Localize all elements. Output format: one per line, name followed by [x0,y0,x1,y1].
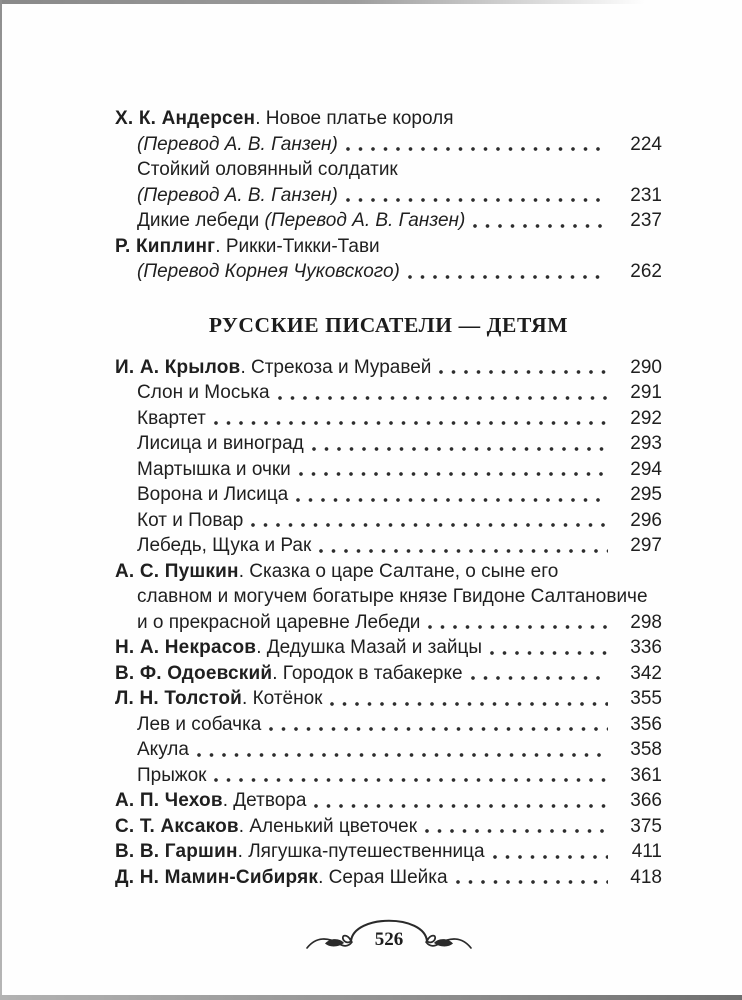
toc-row [115,482,662,508]
toc-row [115,183,662,209]
dot-leader [346,198,608,202]
dot-leader [471,676,608,680]
row-segment: . Серая Шейка [318,866,448,888]
page-number: 237 [630,210,662,231]
row-text [137,380,270,406]
row-text [137,737,189,763]
toc-row [115,686,662,712]
row-segment: Акула [137,739,189,760]
row-text [137,132,338,158]
row-text [137,157,398,183]
row-segment: Кот и Повар [137,509,244,531]
page-number: 358 [630,739,662,760]
toc-row [115,737,662,763]
dot-leader [319,549,608,553]
row-text [115,865,448,891]
row-segment: Лев и собачка [137,713,262,735]
row-segment: Р. Киплинг [115,235,216,257]
page-number: 291 [630,382,662,403]
dot-leader [428,625,608,629]
flourish-ornament-icon [304,902,474,956]
row-text [115,661,463,687]
toc-section-russian [115,355,662,891]
row-text [137,457,291,483]
row-segment: Л. Н. Толстой [115,688,243,709]
page-number: 297 [630,535,662,556]
page-number: 366 [630,790,662,811]
row-text [137,763,206,789]
toc-row [115,234,662,260]
row-segment: Д. Н. Мамин-Сибиряк [115,866,319,888]
dot-leader [330,702,608,706]
dot-leader [214,778,608,782]
page-edge-bottom [0,995,742,1000]
page-number: 356 [630,713,662,735]
row-segment: . Стрекоза и Муравей [240,356,432,378]
page-number: 292 [630,407,662,429]
toc-row [115,865,662,891]
toc-row [115,106,662,132]
toc-row [115,788,662,814]
toc-row [115,712,662,738]
dot-leader [314,804,608,808]
page-number: 262 [630,261,662,282]
dot-leader [296,498,608,502]
row-segment: . Новое платье короля [255,108,454,129]
toc-row [115,132,662,158]
row-text [137,610,420,636]
row-text [137,533,311,559]
row-segment: и о прекрасной царевне Лебеди [137,611,421,633]
footer-page-number: 526 [374,929,403,950]
toc-row [115,661,662,687]
row-segment: Дикие лебеди [137,210,265,231]
row-text [137,259,400,285]
row-text [137,584,648,610]
row-segment: . Лягушка-путешественница [237,841,485,862]
row-text [137,508,243,534]
page-number: 355 [630,688,662,709]
toc-row [115,259,662,285]
row-segment: Лебедь, Щука и Рак [137,535,312,556]
toc-row [115,763,662,789]
dot-leader [197,753,608,757]
toc-section-foreign [115,106,662,285]
row-text [115,635,482,661]
row-segment: Лисица и виноград [137,433,304,454]
toc-row [115,508,662,534]
toc-row [115,533,662,559]
row-segment: Х. К. Андерсен [115,108,256,129]
table-of-contents [115,106,662,956]
page-edge-top [0,0,645,4]
row-text [137,406,206,432]
row-segment: . Котёнок [242,688,323,709]
row-segment: . Сказка о царе Салтане, о сыне его [238,560,559,582]
page-number: 296 [630,509,662,531]
dot-leader [251,523,608,527]
dot-leader [408,275,608,279]
page-number: 290 [630,356,662,378]
row-segment: . Аленький цветочек [238,815,418,837]
toc-row [115,635,662,661]
row-segment: Ворона и Лисица [137,484,289,505]
row-segment: С. Т. Аксаков [115,815,239,837]
footer-ornament [115,902,662,956]
dot-leader [473,224,608,228]
toc-row [115,406,662,432]
page-number: 294 [630,458,662,480]
row-text [115,839,485,865]
row-segment: Мартышка и очки [137,458,291,480]
dot-leader [439,370,608,374]
row-segment: Прыжок [137,764,207,786]
row-text [137,183,338,209]
row-text [137,431,304,457]
page-number: 361 [630,764,662,786]
dot-leader [312,447,608,451]
toc-row [115,355,662,381]
row-segment: А. С. Пушкин [115,560,239,582]
row-segment: В. Ф. Одоевский [115,662,273,684]
row-segment: . Городок в табакерке [272,662,463,684]
row-segment: Слон и Моська [137,382,270,403]
row-text [137,208,465,234]
section-heading: РУССКИЕ ПИСАТЕЛИ — ДЕТЯМ [208,312,569,337]
dot-leader [456,880,608,884]
dot-leader [269,727,608,731]
row-text [115,106,454,132]
toc-row [115,839,662,865]
page-number: 298 [630,611,662,633]
dot-leader [346,147,608,151]
page-edge-left [0,0,2,1000]
dot-leader [490,651,608,655]
dot-leader [299,472,608,476]
dot-leader [278,396,608,400]
page-number: 295 [630,484,662,505]
row-text [115,234,380,260]
page-number: 418 [630,866,662,888]
page-number: 411 [631,841,662,862]
row-segment: (Перевод А. В. Ганзен) [137,184,338,206]
page-number: 231 [630,184,662,206]
row-segment: Н. А. Некрасов [115,637,257,658]
row-text [115,788,306,814]
row-segment: . Дедушка Мазай и зайцы [256,637,483,658]
row-segment: А. П. Чехов [115,790,223,811]
row-segment: Стойкий оловянный солдатик [137,159,398,180]
page-number: 224 [630,133,662,155]
dot-leader [214,421,608,425]
row-segment: В. В. Гаршин [115,841,238,862]
toc-row [115,431,662,457]
row-segment: (Перевод Корнея Чуковского) [137,261,400,282]
toc-row [115,559,662,585]
row-text [115,355,431,381]
row-segment: И. А. Крылов [115,356,241,378]
toc-row [115,610,662,636]
row-segment: . Детвора [222,790,307,811]
row-text [115,559,558,585]
toc-row [115,584,662,610]
row-text [115,814,417,840]
toc-row [115,380,662,406]
row-text [137,482,288,508]
dot-leader [493,855,608,859]
row-segment: . Рикки-Тикки-Тави [215,235,380,257]
row-segment: (Перевод А. В. Ганзен) [137,133,338,155]
page-number: 336 [630,637,662,658]
toc-row [115,208,662,234]
dot-leader [425,829,608,833]
row-segment: (Перевод А. В. Ганзен) [264,210,466,231]
toc-row [115,457,662,483]
row-segment: славном и могучем богатыре князе Гвидоне Салтановиче [137,586,648,607]
toc-row [115,157,662,183]
toc-row [115,814,662,840]
page-number: 342 [630,662,662,684]
row-segment: Квартет [137,407,206,429]
row-text [115,686,322,712]
row-text [137,712,261,738]
page-number: 293 [630,433,662,454]
page-number: 375 [630,815,662,837]
